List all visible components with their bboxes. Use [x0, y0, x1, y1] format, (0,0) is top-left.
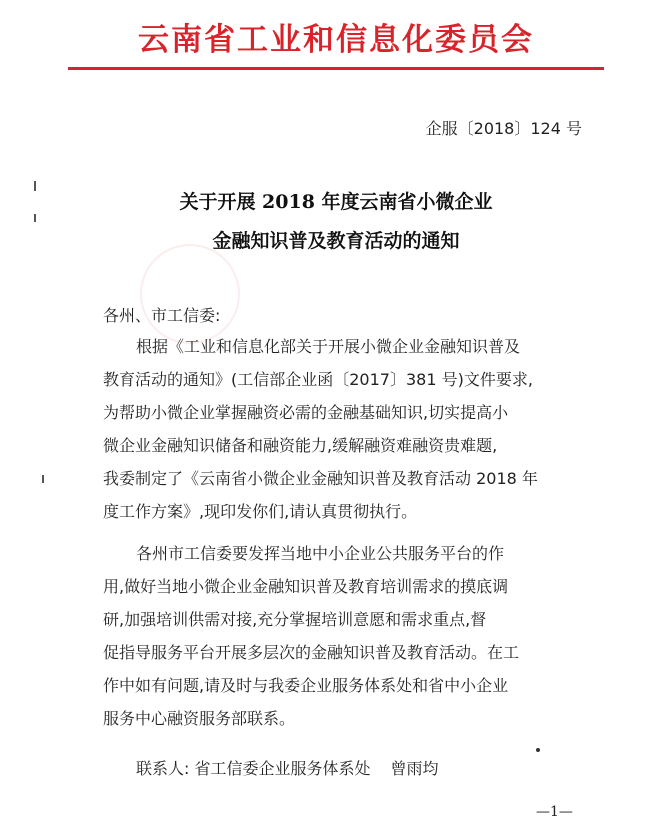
paragraph-1	[103, 330, 581, 528]
contact-name: 曾雨均	[390, 759, 439, 778]
paragraph-line: 为帮助小微企业掌握融资必需的金融基础知识,切实提高小	[103, 403, 509, 422]
page-number: —1—	[536, 804, 573, 820]
scan-mark	[34, 181, 36, 191]
paragraph-line: 各州市工信委要发挥当地中小企业公共服务平台的作	[136, 544, 505, 563]
paragraph-line: 根据《工业和信息化部关于开展小微企业金融知识普及	[136, 337, 521, 356]
contact-line	[136, 756, 439, 779]
scan-dot	[536, 748, 540, 752]
title-line-2: 金融知识普及教育活动的通知	[212, 230, 460, 252]
paragraph-line: 用,做好当地小微企业金融知识普及教育培训需求的摸底调	[103, 577, 509, 596]
paragraph-line: 微企业金融知识储备和融资能力,缓解融资难融资贵难题,	[103, 436, 498, 455]
red-divider-rule	[68, 67, 604, 70]
paragraph-line: 作中如有问题,请及时与我委企业服务体系处和省中小企业	[103, 676, 509, 695]
contact-label: 联系人: 省工信委企业服务体系处	[136, 759, 371, 778]
paragraph-line: 度工作方案》,现印发你们,请认真贯彻执行。	[103, 502, 418, 521]
salutation: 各州、市工信委:	[103, 306, 221, 325]
paragraph-line: 促指导服务平台开展多层次的金融知识普及教育活动。在工	[103, 643, 520, 662]
paragraph-line: 我委制定了《云南省小微企业金融知识普及教育活动 2018 年	[103, 469, 538, 488]
paragraph-2	[103, 537, 581, 735]
document-number: 企服〔2018〕124 号	[425, 119, 582, 138]
scan-mark	[34, 214, 36, 222]
paragraph-line: 教育活动的通知》(工信部企业函〔2017〕381 号)文件要求,	[103, 370, 533, 389]
title-line-1: 关于开展 2018 年度云南省小微企业	[179, 191, 493, 213]
paragraph-line: 服务中心融资服务部联系。	[103, 709, 296, 728]
org-header: 云南省工业和信息化委员会	[138, 22, 534, 58]
paragraph-line: 研,加强培训供需对接,充分掌握培训意愿和需求重点,督	[103, 610, 487, 629]
scan-mark	[42, 475, 44, 483]
faint-stamp-seal	[140, 244, 240, 344]
